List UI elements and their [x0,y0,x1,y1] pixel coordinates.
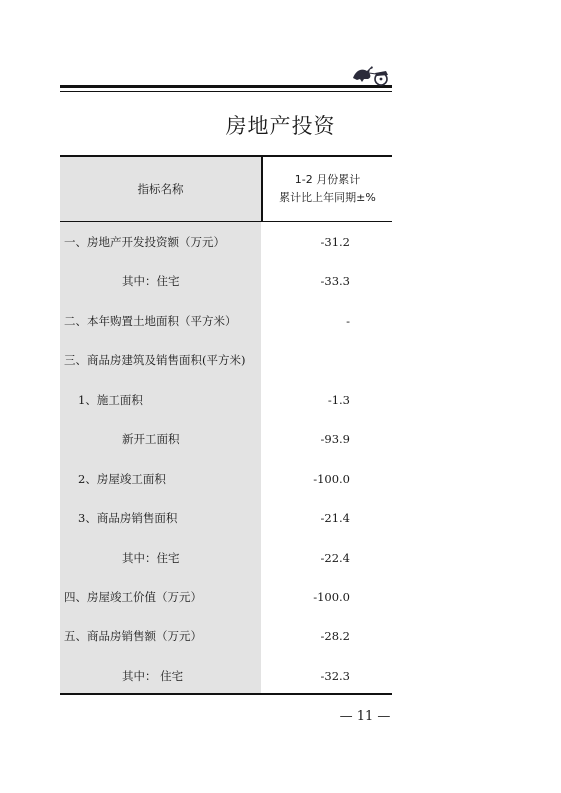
table-row [60,464,392,494]
row-label: 2、房屋竣工面积 [78,472,166,486]
row-value: -33.3 [320,274,350,288]
row-value: -32.3 [320,669,350,683]
row-label: 3、商品房销售面积 [78,511,178,525]
row-value: -100.0 [313,472,350,486]
table-row [60,424,392,454]
row-value: -31.2 [320,235,350,249]
row-label: 三、商品房建筑及销售面积(平方米) [64,353,246,367]
header-rule-thin [60,91,392,92]
page-title: 房地产投资 [225,114,336,138]
row-label: 1、施工面积 [78,393,143,407]
table-row [60,621,392,651]
table-row [60,582,392,612]
table-row [60,227,392,257]
row-label: 其中：住宅 [122,274,180,288]
page-number: — 11 — [339,709,391,724]
row-label: 其中：住宅 [122,551,180,565]
header-indicator-name: 指标名称 [60,157,261,221]
row-value: -93.9 [320,432,350,446]
row-value: - [346,314,350,328]
row-label: 四、房屋竣工价值（万元） [64,590,202,604]
table-row [60,385,392,415]
row-label: 新开工面积 [122,432,180,446]
table-row [60,345,392,375]
table-header [60,157,392,222]
row-value: -22.4 [320,551,350,565]
table-row [60,661,392,691]
header-value-line2: 累计比上年同期±% [279,191,376,204]
row-value [290,345,350,375]
header-value-line1: 1-2 月份累计 [294,173,361,186]
row-value: -1.3 [327,393,350,407]
row-label: 五、商品房销售额（万元） [64,629,202,643]
row-value: -28.2 [320,629,350,643]
row-value: -21.4 [320,511,350,525]
table-row [60,503,392,533]
header-rule-thick [60,85,392,88]
row-label: 二、本年购置土地面积（平方米） [64,314,237,328]
row-label: 一、房地产开发投资额（万元） [64,235,225,249]
table-bottom-rule [60,693,392,695]
header-value-column [263,157,392,221]
table-row [60,306,392,336]
table-row [60,266,392,296]
row-label: 其中： 住宅 [122,669,184,683]
chariot-logo-icon [350,60,392,88]
table-row [60,543,392,573]
row-value: -100.0 [313,590,350,604]
